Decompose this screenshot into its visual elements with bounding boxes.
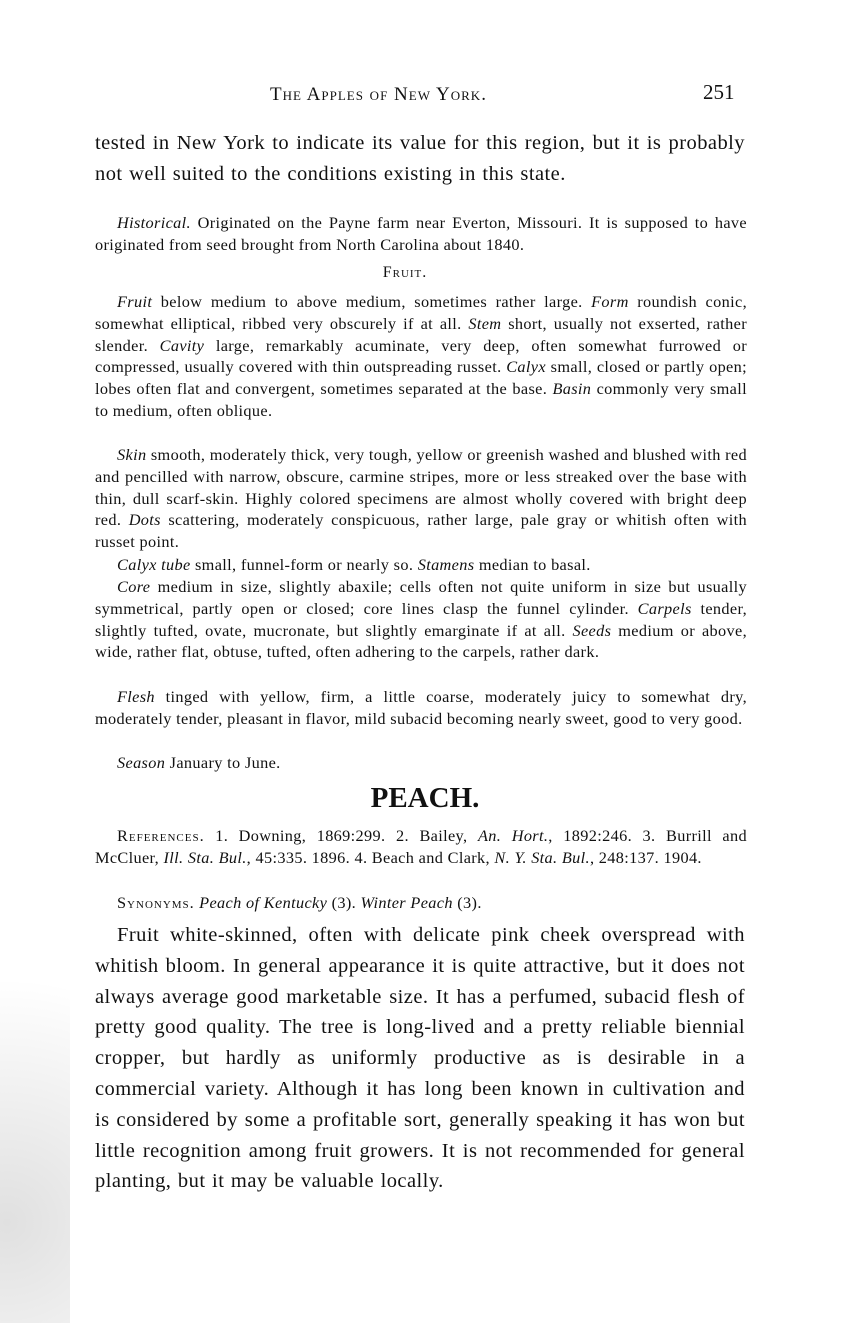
small-caps-label: Synonyms. xyxy=(117,893,195,912)
peach-heading: PEACH. xyxy=(370,782,480,814)
running-header: The Apples of New York. xyxy=(270,84,487,105)
text-run: large, remarkably acuminate, very deep, often somewhat furrowed or compressed, usually covered with thin outspreading russet. xyxy=(95,335,747,377)
text-run: tested in New York to indicate its value for this region, but it is probably not well suited to the conditions existing in this state. xyxy=(95,132,745,185)
italic-term: Fruit xyxy=(117,292,153,311)
scan-edge-shadow xyxy=(0,820,70,1323)
italic-term: Flesh xyxy=(117,687,155,706)
italic-term: Calyx tube xyxy=(117,555,191,574)
historical-paragraph xyxy=(95,212,747,256)
flesh-paragraph xyxy=(95,686,747,730)
references-paragraph xyxy=(95,825,747,869)
synonyms-paragraph xyxy=(95,892,747,914)
italic-term: Cavity xyxy=(159,335,205,355)
italic-term: Carpels xyxy=(637,598,692,618)
text-run: commonly very small to medium, often oblique. xyxy=(95,379,747,420)
italic-term: N. Y. Sta. Bul. xyxy=(494,847,590,867)
small-caps-label: References. xyxy=(117,826,205,845)
text-run: small, closed or partly open; lobes often flat and convergent, sometimes separated at the base. xyxy=(95,357,747,399)
text-run: smooth, moderately thick, very tough, yellow or greenish washed and blushed with red and pencilled with narrow, obscure, carmine stripes, more or less streaked over the base with thin, dull scarf-skin. Highly colored specimens are almost wholly covered with bright deep red. xyxy=(95,445,747,530)
italic-term: Season xyxy=(117,753,166,772)
page-number: 251 xyxy=(703,80,735,104)
text-run: roundish conic, somewhat elliptical, ribbed very obscurely if at all. xyxy=(95,292,747,333)
text-run: below medium to above medium, sometimes rather large. xyxy=(152,292,592,311)
text-run: tinged with yellow, firm, a little coarse, moderately juicy to somewhat dry, moderately tender, pleasant in flavor, mild subacid becoming nearly sweet, good to very good. xyxy=(95,687,747,728)
text-run: , 248:137. 1904. xyxy=(589,847,702,867)
season-paragraph xyxy=(95,752,747,774)
italic-term: Winter Peach xyxy=(360,893,453,912)
text-run: , 1892:246. 3. Burrill and McCluer, xyxy=(95,826,747,867)
text-run: (3). xyxy=(452,893,482,912)
fruit-paragraph xyxy=(95,291,747,422)
text-run: medium in size, slightly abaxile; cells often not quite uniform in size but usually symmetrical, partly open or closed; core lines clasp the funnel cylinder. xyxy=(95,577,747,618)
text-run: tender, slightly tufted, ovate, mucronate, but slightly emarginate if at all. xyxy=(95,598,747,640)
text-run: scattering, moderately conspicuous, rather large, pale gray or whitish often with russet point. xyxy=(95,510,747,552)
italic-term: Form xyxy=(591,292,629,311)
text-run: short, usually not exserted, rather slender. xyxy=(95,313,747,355)
italic-term: Stamens xyxy=(417,555,475,574)
italic-term: Skin xyxy=(117,445,147,464)
peach-description xyxy=(95,920,745,1197)
italic-term: Core xyxy=(117,577,151,596)
text-run: medium or above, wide, rather flat, obtuse, tufted, often adhering to the carpels, rather dark. xyxy=(95,620,748,662)
text-run: Originated on the Payne farm near Everton, Missouri. It is supposed to have originated from seed brought from North Carolina about 1840. xyxy=(95,213,747,254)
italic-term: Stem xyxy=(468,313,502,333)
italic-term: Calyx xyxy=(506,357,546,377)
text-run: (3). xyxy=(327,893,361,912)
calyx-tube-paragraph xyxy=(95,554,747,576)
text-run: , 45:335. 1896. 4. Beach and Clark, xyxy=(246,847,495,867)
fruit-heading: Fruit. xyxy=(382,264,428,281)
intro-paragraph xyxy=(95,128,745,190)
text-run: median to basal. xyxy=(474,555,591,574)
italic-term: Dots xyxy=(128,510,161,530)
italic-term: An. Hort. xyxy=(477,826,549,845)
italic-term: Basin xyxy=(552,379,592,399)
italic-term: Historical. xyxy=(117,213,191,232)
core-paragraph xyxy=(95,576,747,663)
text-run: 1. Downing, 1869:299. 2. Bailey, xyxy=(204,826,478,845)
text-run: Fruit white-skinned, often with delicate pink cheek overspread with whitish bloom. In general appearance it is quite attractive, but it does not always average good marketable size. It has a perfumed, subacid flesh of pretty good quality. The tree is long-lived and a pretty reliable biennial cropper, but hardly as uniformly productive as is desirable in a commercial variety. Although it has long been known in cultivation and is considered by some a profitable sort, generally speaking it has won but little recognition among fruit growers. It is not recommended for general planting, but it may be valuable locally. xyxy=(95,924,745,1193)
italic-term: Peach of Kentucky xyxy=(199,893,328,912)
italic-term: Ill. Sta. Bul. xyxy=(163,847,247,867)
text-run: January to June. xyxy=(165,753,281,772)
italic-term: Seeds xyxy=(572,620,612,640)
skin-paragraph xyxy=(95,444,747,553)
text-run: small, funnel-form or nearly so. xyxy=(190,555,418,574)
